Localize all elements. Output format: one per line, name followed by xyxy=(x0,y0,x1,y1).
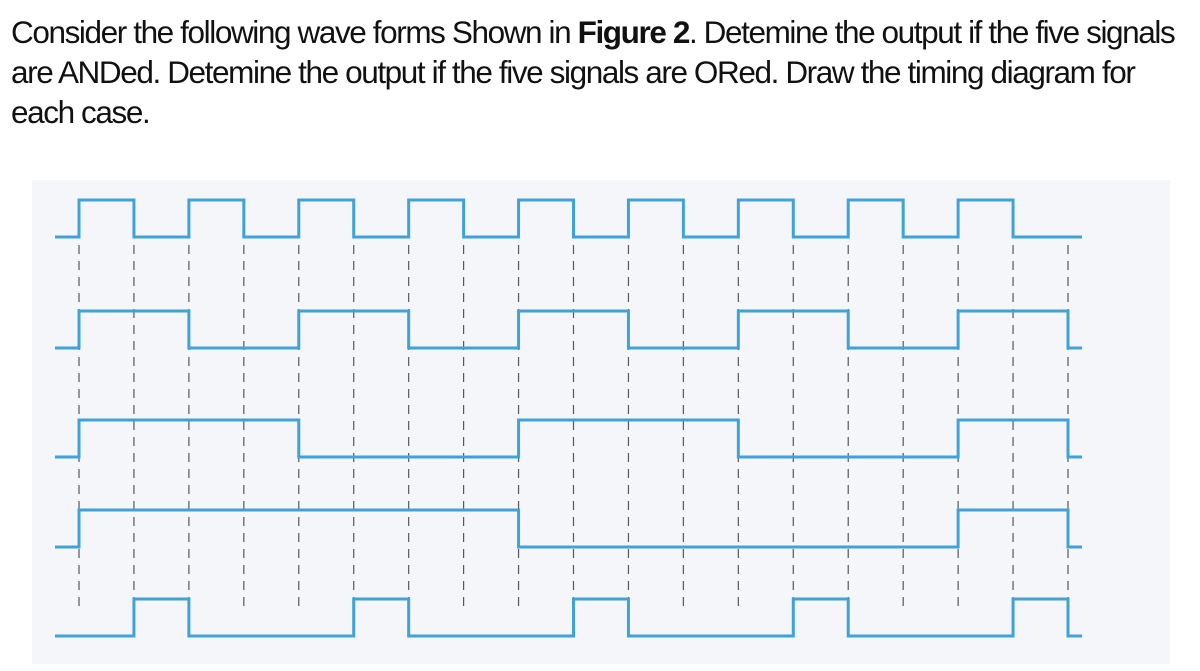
waveform-c xyxy=(55,420,1082,457)
question-part1: Consider the following wave forms Shown in xyxy=(11,14,578,50)
question-part2: . Detemine the output if the five signals are ANDed. Detemine the output if the five signals are ORed. Draw the timing diagram for each case. xyxy=(11,14,1175,130)
waveform-a xyxy=(55,200,1082,237)
figure-reference: Figure 2 xyxy=(577,14,689,50)
waveform-e xyxy=(55,599,1082,636)
waveform-d xyxy=(55,510,1082,547)
waveform-b xyxy=(55,311,1082,348)
